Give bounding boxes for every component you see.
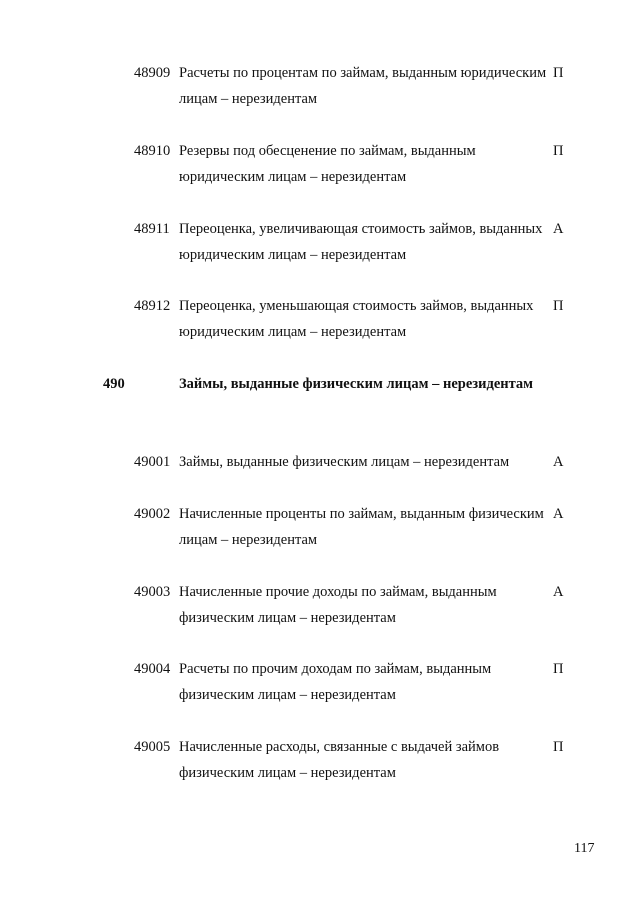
account-code: 48911 bbox=[134, 221, 170, 237]
account-code: 49001 bbox=[134, 454, 171, 470]
account-description: Резервы под обесценение по займам, выданным юридическим лицам – нерезидентам bbox=[179, 143, 476, 185]
account-code: 48909 bbox=[134, 65, 171, 81]
account-type: А bbox=[553, 506, 564, 522]
account-description: Переоценка, увеличивающая стоимость займов, выданных юридическим лицам – нерезидентам bbox=[179, 221, 543, 263]
account-type: П bbox=[553, 65, 564, 81]
account-description: Займы, выданные физическим лицам – нерезидентам bbox=[179, 454, 510, 470]
account-type: А bbox=[553, 454, 564, 470]
account-description: Начисленные прочие доходы по займам, выданным физическим лицам – нерезидентам bbox=[179, 584, 497, 626]
section-code: 490 bbox=[103, 376, 125, 392]
account-type: П bbox=[553, 298, 564, 314]
account-type: П bbox=[553, 739, 564, 755]
account-code: 49003 bbox=[134, 584, 171, 600]
account-code: 49005 bbox=[134, 739, 171, 755]
account-description: Расчеты по прочим доходам по займам, выданным физическим лицам – нерезидентам bbox=[179, 661, 492, 703]
account-code: 48912 bbox=[134, 298, 171, 314]
account-description: Начисленные расходы, связанные с выдачей займов физическим лицам – нерезидентам bbox=[179, 739, 500, 781]
account-code: 49004 bbox=[134, 661, 171, 677]
account-type: А bbox=[553, 221, 564, 237]
account-description: Переоценка, уменьшающая стоимость займов, выданных юридическим лицам – нерезидентам bbox=[179, 298, 534, 340]
account-type: А bbox=[553, 584, 564, 600]
page-number: 117 bbox=[574, 841, 595, 856]
account-code: 48910 bbox=[134, 143, 171, 159]
account-description: Расчеты по процентам по займам, выданным юридическим лицам – нерезидентам bbox=[179, 65, 547, 107]
account-code: 49002 bbox=[134, 506, 171, 522]
account-type: П bbox=[553, 661, 564, 677]
account-type: П bbox=[553, 143, 564, 159]
account-description: Начисленные проценты по займам, выданным физическим лицам – нерезидентам bbox=[179, 506, 544, 548]
section-title: Займы, выданные физическим лицам – нерезидентам bbox=[179, 376, 534, 392]
